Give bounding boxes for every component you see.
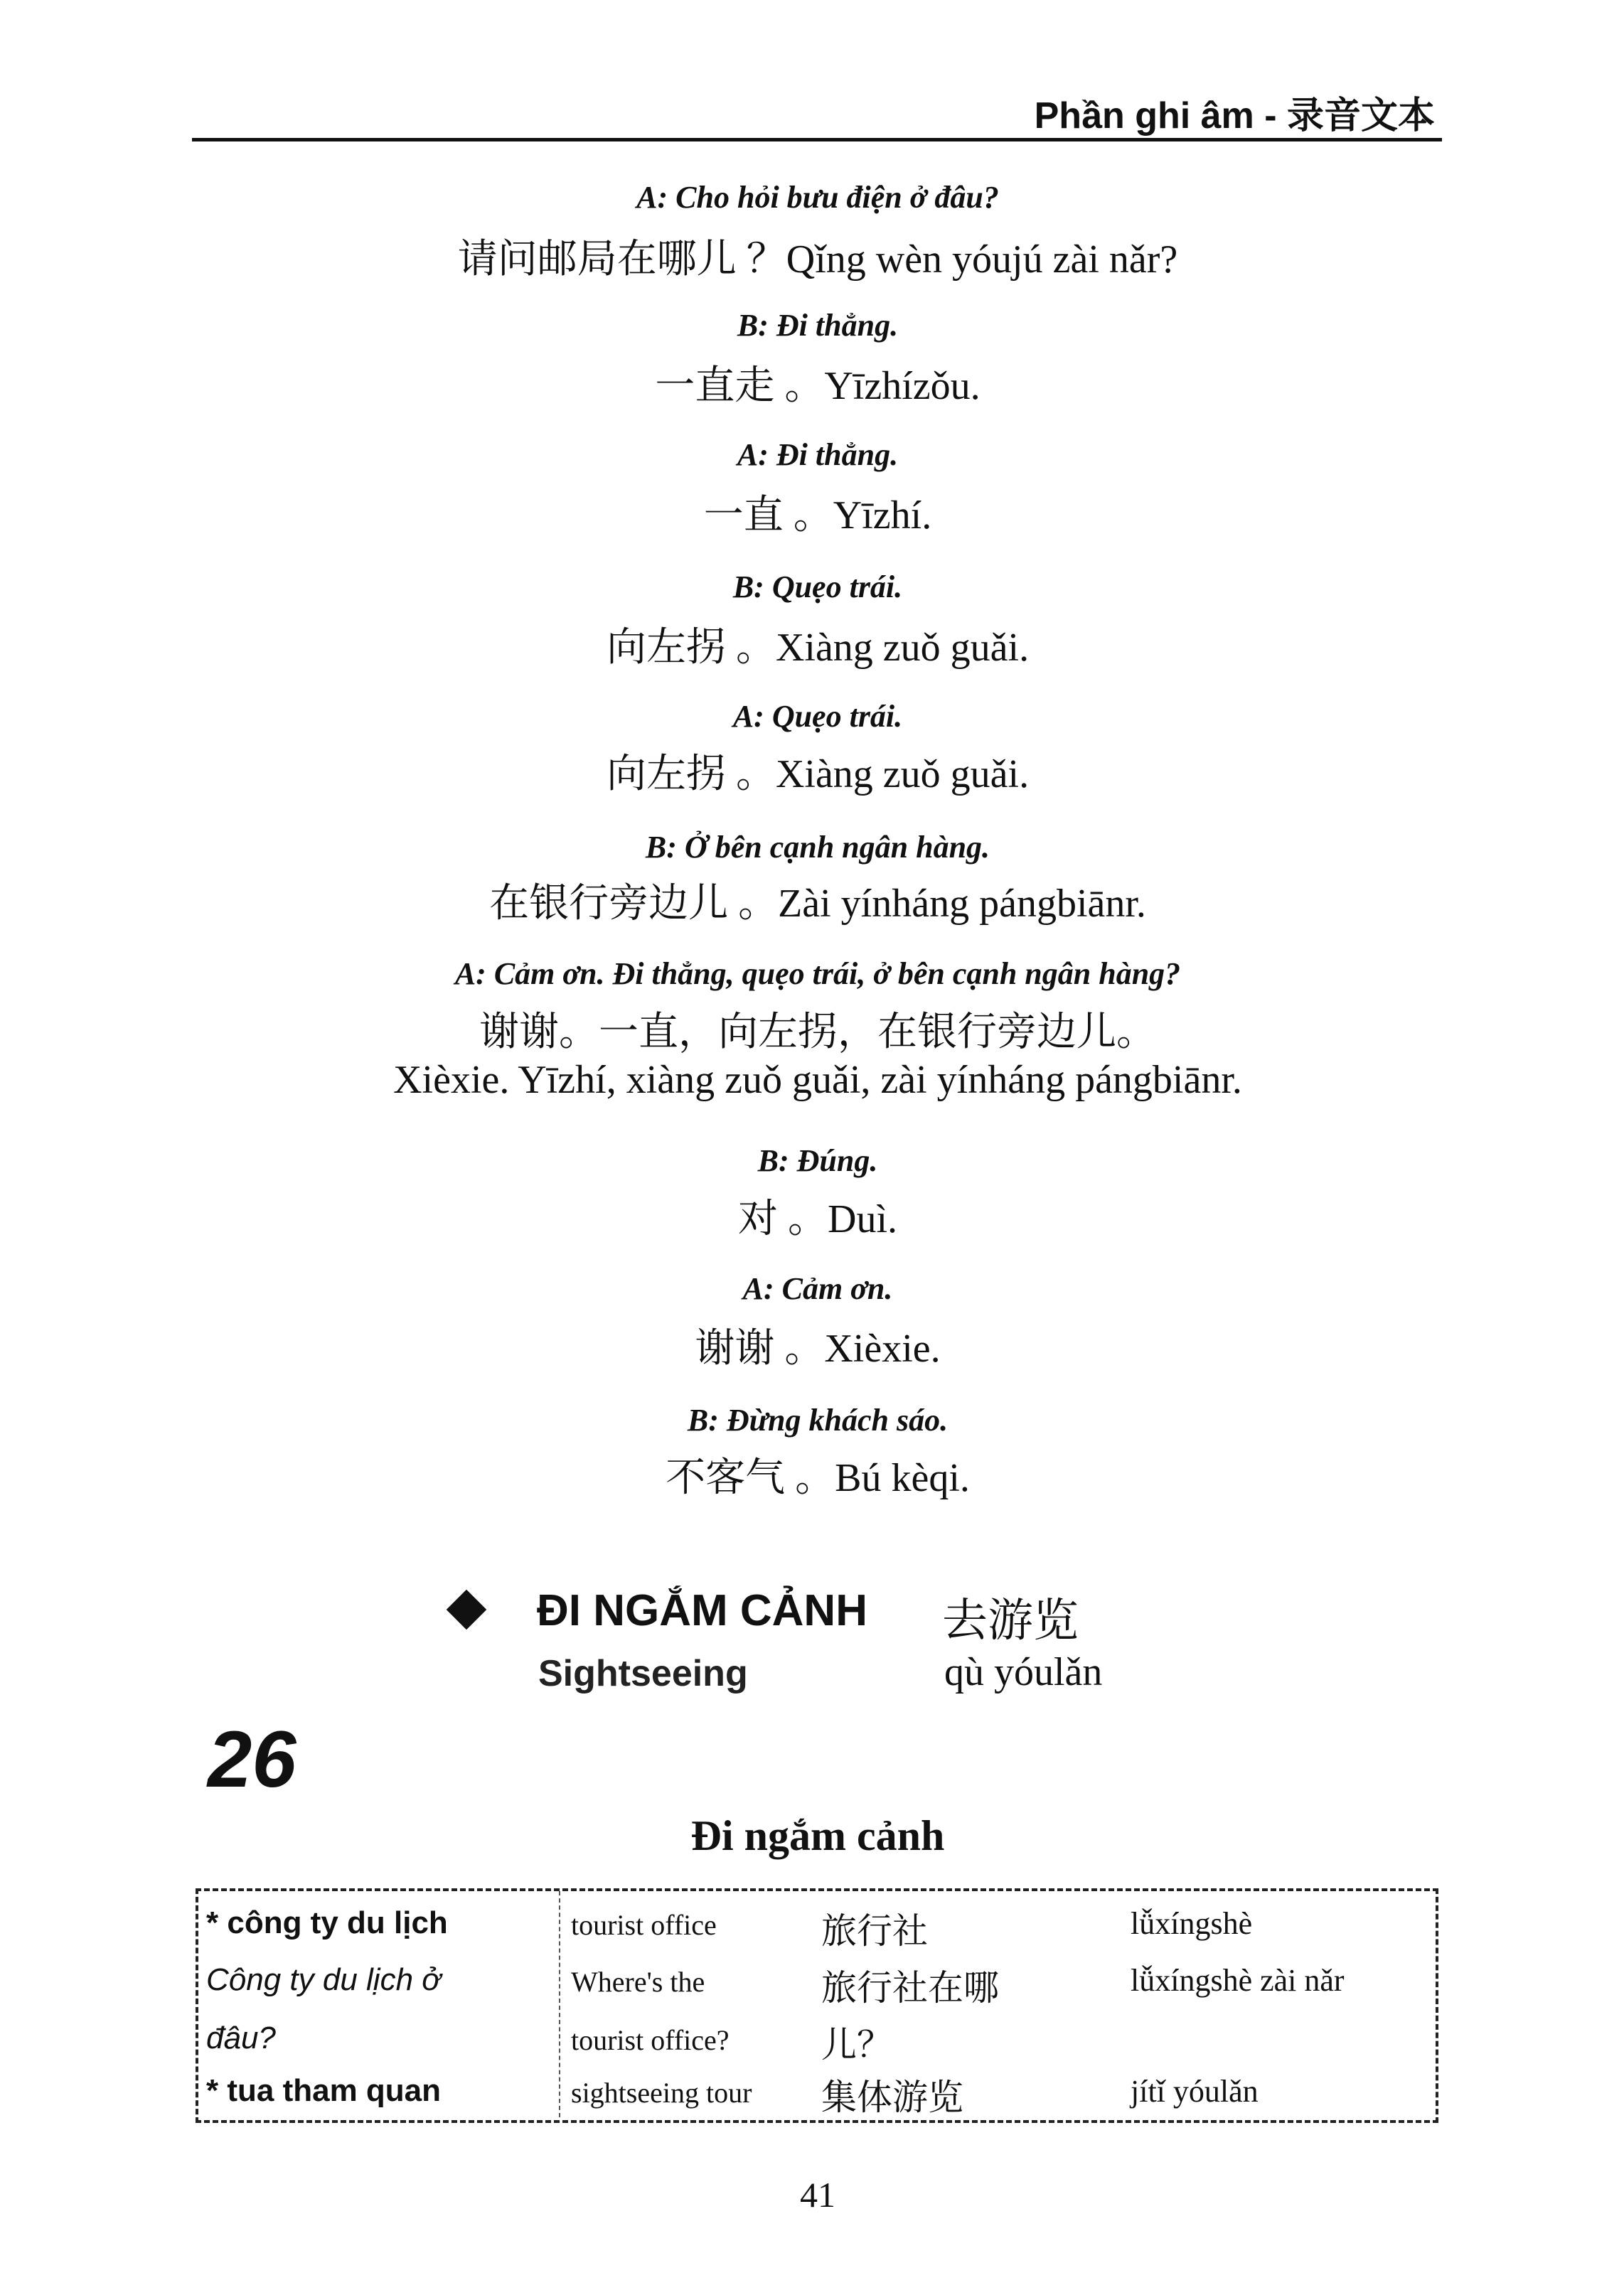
diamond-bullet-icon xyxy=(447,1590,487,1630)
dialogue-label: B: Đừng khách sáo. xyxy=(687,1403,949,1438)
vocab-chinese: 儿？ xyxy=(821,2025,892,2065)
dialogue-label: B: Đi thẳng. xyxy=(737,308,899,343)
dialogue-chinese: 向左拐 。Xiàng zuǒ guǎi. xyxy=(606,752,1030,796)
dialogue-pinyin: Xièxie. Yīzhí, xiàng zuǒ guǎi, zài yínháng pángbiānr. xyxy=(393,1058,1242,1102)
dialogue-label: A: Đi thẳng. xyxy=(737,437,899,472)
section-title-vi: ĐI NGẮM CẢNH xyxy=(537,1586,867,1635)
vocab-chinese: 旅行社 xyxy=(821,1911,928,1951)
vocab-chinese: 旅行社在哪 xyxy=(821,1968,999,2008)
dialogue-chinese: 对 。Duì. xyxy=(738,1197,897,1241)
vocab-english: sightseeing tour xyxy=(571,2077,752,2109)
vocab-english: tourist office? xyxy=(571,2024,730,2056)
vocab-vietnamese: * công ty du lịch xyxy=(206,1905,448,1940)
dialogue-label: A: Cảm ơn. Đi thẳng, quẹo trái, ở bên cạnh ngân hàng? xyxy=(454,956,1181,991)
dialogue-chinese: 谢谢。一直，向左拐，在银行旁边儿。 xyxy=(479,1010,1156,1054)
dialogue-chinese: 一直走 。Yīzhízǒu. xyxy=(655,364,981,408)
dialogue-chinese: 谢谢 。Xièxie. xyxy=(695,1327,941,1371)
section-title-zh: 去游览 xyxy=(942,1595,1079,1646)
dialogue-chinese: 向左拐 。Xiàng zuǒ guǎi. xyxy=(606,626,1030,670)
dialogue-label: B: Đúng. xyxy=(757,1143,878,1178)
dialogue-chinese: 在银行旁边儿 。Zài yínháng pángbiānr. xyxy=(489,882,1146,926)
dialogue-chinese: 一直 。Yīzhí. xyxy=(703,493,932,537)
lesson-number: 26 xyxy=(208,1715,297,1804)
dialogue-label: A: Cảm ơn. xyxy=(742,1271,893,1306)
vocab-pinyin: lǚxíngshè zài nǎr xyxy=(1131,1963,1345,1998)
vocab-column-divider xyxy=(559,1891,560,2117)
dialogue-label: A: Cho hỏi bưu điện ở đâu? xyxy=(636,180,999,215)
page-number: 41 xyxy=(800,2175,835,2215)
dialogue-chinese: 不客气 。Bú kèqi. xyxy=(666,1456,970,1500)
dialogue-label: A: Quẹo trái. xyxy=(732,699,903,734)
vocab-vietnamese: Công ty du lịch ở xyxy=(206,1962,441,1997)
lesson-title: Đi ngắm cảnh xyxy=(690,1812,945,1859)
vocab-vietnamese: đâu? xyxy=(206,2021,276,2055)
section-title-en: Sightseeing xyxy=(538,1653,748,1694)
dialogue-label: B: Ở bên cạnh ngân hàng. xyxy=(645,830,990,865)
dialogue-label: B: Quẹo trái. xyxy=(732,569,903,604)
vocab-chinese: 集体游览 xyxy=(821,2077,963,2117)
vocab-english: Where's the xyxy=(571,1966,705,1998)
section-title-pinyin: qù yóulǎn xyxy=(944,1650,1103,1694)
vocab-pinyin: lǚxíngshè xyxy=(1131,1906,1253,1941)
dialogue-chinese: 请问邮局在哪儿 ？Qǐng wèn yóujú zài nǎr? xyxy=(457,237,1178,282)
header-rule xyxy=(192,138,1442,141)
vocab-english: tourist office xyxy=(571,1909,717,1941)
vocab-pinyin: jítǐ yóulǎn xyxy=(1131,2074,1259,2109)
running-header: Phần ghi âm - 录音文本 xyxy=(1034,95,1435,137)
vocab-vietnamese: * tua tham quan xyxy=(206,2073,442,2108)
